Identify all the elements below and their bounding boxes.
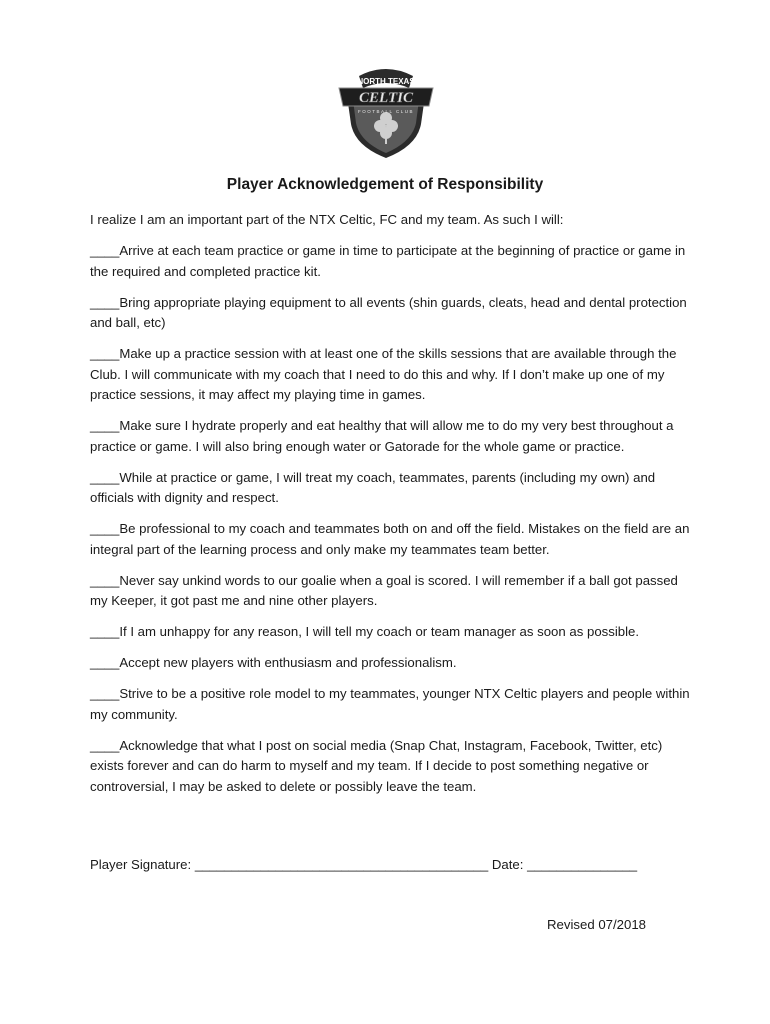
list-item: ____If I am unhappy for any reason, I will tell my coach or team manager as soon as possible. bbox=[90, 624, 640, 639]
list-item: ____Acknowledge that what I post on social media (Snap Chat, Instagram, Facebook, Twitter, etc) exists forever and can do harm to myself and my team. If I decide to post something negative or controversial, I may be asked to delete or possibly leave the team. bbox=[90, 737, 663, 794]
list-item: ____Never say unkind words to our goalie when a goal is scored. I will remember if a ball got passed my Keeper, it got past me and nine other players. bbox=[90, 572, 678, 608]
signature-field[interactable]: ________________________________________ bbox=[194, 857, 489, 872]
date-field[interactable]: _______________ bbox=[527, 857, 638, 872]
list-item: ____While at practice or game, I will treat my coach, teammates, parents (including my own) and officials with dignity and respect. bbox=[90, 469, 656, 505]
list-item: ____Make up a practice session with at least one of the skills sessions that are available through the Club. I will communicate with my coach that I need to do this and why. If I don’t make up one of my practice sessions, it may affect my playing time in games. bbox=[90, 346, 677, 402]
intro-text: I realize I am an important part of the NTX Celtic, FC and my team. As such I will: bbox=[90, 212, 564, 227]
list-item: ____Be professional to my coach and teammates both on and off the field. Mistakes on the field are an integral part of the learning process and only make my teammates team better. bbox=[90, 521, 690, 557]
logo-sub-text: FOOTBALL CLUB bbox=[357, 109, 415, 114]
acknowledgement-body bbox=[90, 210, 690, 808]
signature-row bbox=[90, 857, 690, 872]
logo-top-text: NORTH TEXAS bbox=[357, 77, 415, 86]
signature-label: Player Signature: bbox=[90, 857, 192, 872]
list-item: ____Bring appropriate playing equipment to all events (shin guards, cleats, head and dental protection and ball, etc) bbox=[90, 294, 687, 330]
list-item: ____Strive to be a positive role model to my teammates, younger NTX Celtic players and people within my community. bbox=[90, 686, 690, 722]
revision-note: Revised 07/2018 bbox=[547, 917, 646, 932]
list-item: ____Arrive at each team practice or game in time to participate at the beginning of practice or game in the required and completed practice kit. bbox=[90, 243, 686, 279]
north-texas-celtic-logo bbox=[337, 66, 435, 160]
list-item: ____Accept new players with enthusiasm and professionalism. bbox=[90, 655, 457, 670]
logo-main-text: CELTIC bbox=[359, 90, 413, 106]
page-title: Player Acknowledgement of Responsibility bbox=[226, 176, 544, 193]
list-item: ____Make sure I hydrate properly and eat healthy that will allow me to do my very best throughout a practice or game. I will also bring enough water or Gatorade for the whole game or practice. bbox=[90, 418, 674, 454]
date-label: Date: bbox=[491, 857, 524, 872]
